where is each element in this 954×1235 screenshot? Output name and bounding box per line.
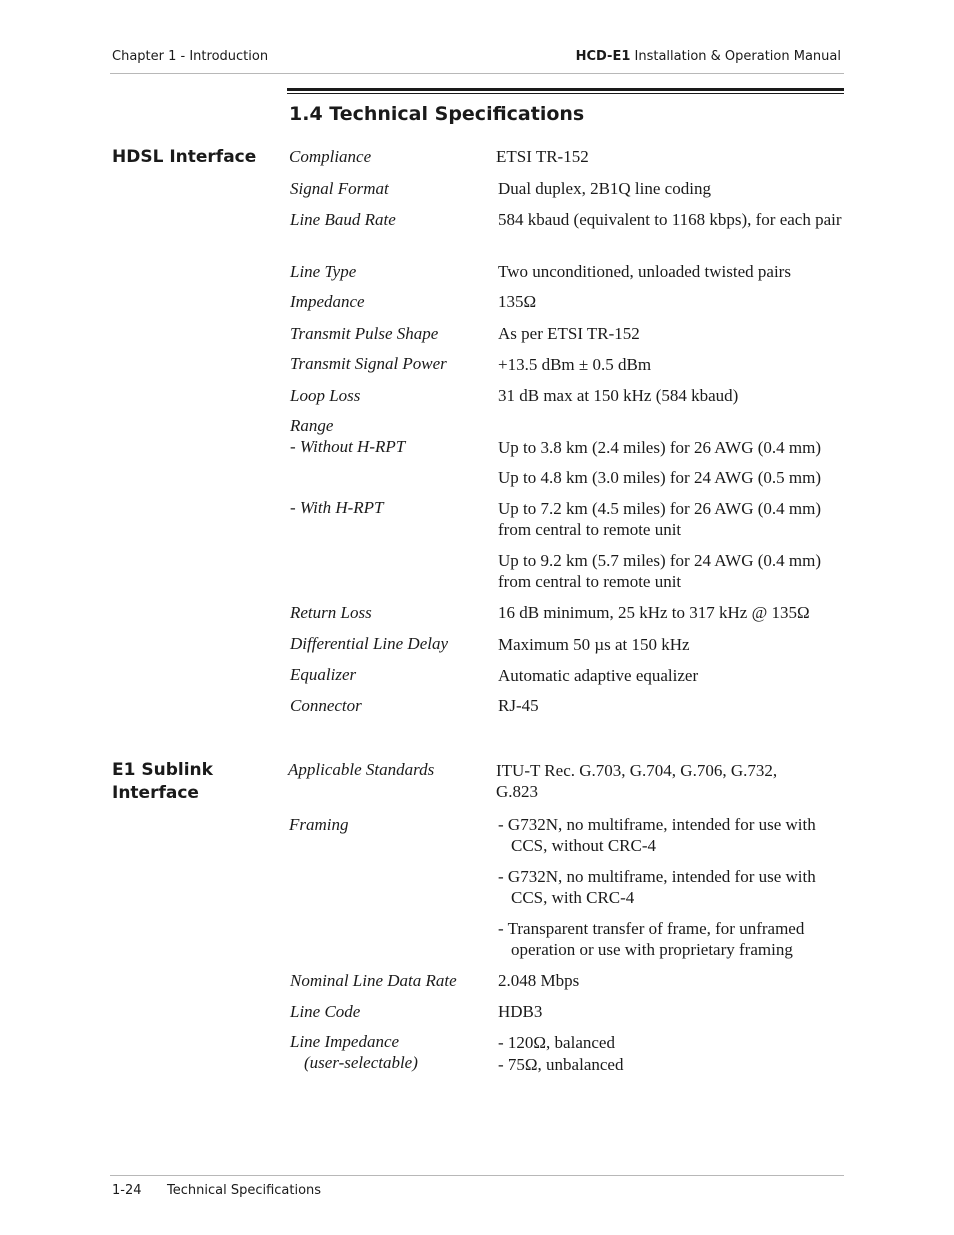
header-manual-title (576, 49, 841, 64)
line-delay-label: Differential Line Delay (290, 634, 449, 653)
loop-loss-value: 31 dB max at 150 kHz (584 kbaud) (498, 386, 739, 405)
standards-label: Applicable Standards (288, 760, 435, 779)
signal-format-value: Dual duplex, 2B1Q line coding (498, 179, 711, 198)
framing-option-3: - Transparent transfer of frame, for unframed operation or use with proprietary framing (498, 919, 805, 959)
range-without-24awg: Up to 4.8 km (3.0 miles) for 24 AWG (0.5 mm) (498, 468, 822, 487)
data-rate-label: Nominal Line Data Rate (290, 971, 457, 990)
signal-power-value: +13.5 dBm ± 0.5 dBm (498, 355, 652, 374)
range-without-label: - Without H-RPT (290, 437, 406, 456)
pulse-shape-value: As per ETSI TR-152 (498, 324, 640, 343)
return-loss-label: Return Loss (290, 603, 372, 622)
footer-page-number: 1-24 (112, 1183, 142, 1198)
equalizer-label: Equalizer (290, 665, 357, 684)
connector-value: RJ-45 (498, 696, 539, 715)
title-rule-thick (287, 88, 844, 91)
line-baud-rate-value: 584 kbaud (equivalent to 1168 kbps), for each pair (498, 210, 842, 229)
e1-heading-line2: Interface (112, 783, 199, 803)
line-delay-value: Maximum 50 µs at 150 kHz (498, 635, 690, 654)
range-label: Range (290, 416, 334, 435)
header-manual: Installation & Operation Manual (634, 49, 841, 64)
hdsl-heading: HDSL Interface (112, 147, 257, 167)
header-rule (110, 73, 844, 74)
header-chapter: Chapter 1 - Introduction (112, 49, 269, 64)
standards-value: ITU-T Rec. G.703, G.704, G.706, G.732, G.823 (496, 761, 778, 801)
e1-heading-line1: E1 Sublink (112, 760, 213, 780)
header-product: HCD-E1 (575, 49, 631, 64)
framing-label: Framing (289, 815, 349, 834)
line-impedance-unbalanced: - 75Ω, unbalanced (498, 1055, 624, 1074)
range-with-26awg: Up to 7.2 km (4.5 miles) for 26 AWG (0.4 mm) from central to remote unit (498, 499, 822, 539)
signal-format-label: Signal Format (290, 179, 389, 198)
line-impedance-balanced: - 120Ω, balanced (498, 1033, 615, 1052)
title-rule-thin (287, 93, 844, 94)
compliance-value: ETSI TR-152 (496, 147, 589, 166)
signal-power-label: Transmit Signal Power (290, 354, 447, 373)
line-code-value: HDB3 (498, 1002, 543, 1021)
footer-title: Technical Specifications (167, 1183, 322, 1198)
range-without-26awg: Up to 3.8 km (2.4 miles) for 26 AWG (0.4 mm) (498, 438, 822, 457)
data-rate-value: 2.048 Mbps (498, 971, 580, 990)
impedance-label: Impedance (290, 292, 365, 311)
loop-loss-label: Loop Loss (290, 386, 361, 405)
framing-option-1: - G732N, no multiframe, intended for use with CCS, without CRC-4 (498, 815, 816, 855)
impedance-value: 135Ω (498, 292, 537, 311)
equalizer-value: Automatic adaptive equalizer (498, 666, 699, 685)
connector-label: Connector (290, 696, 362, 715)
pulse-shape-label: Transmit Pulse Shape (290, 324, 439, 343)
line-type-label: Line Type (290, 262, 357, 281)
line-type-value: Two unconditioned, unloaded twisted pairs (498, 262, 791, 281)
line-code-label: Line Code (290, 1002, 361, 1021)
framing-option-2: - G732N, no multiframe, intended for use with CCS, with CRC-4 (498, 867, 816, 907)
e1-heading (112, 759, 213, 805)
range-with-24awg: Up to 9.2 km (5.7 miles) for 24 AWG (0.4 mm) from central to remote unit (498, 551, 822, 591)
section-title: 1.4 Technical Specifications (289, 103, 585, 125)
range-with-label: - With H-RPT (290, 498, 384, 517)
compliance-label: Compliance (289, 147, 372, 166)
line-baud-rate-label: Line Baud Rate (290, 210, 396, 229)
line-impedance-sublabel: (user-selectable) (304, 1053, 418, 1072)
footer-rule (110, 1175, 844, 1176)
return-loss-value: 16 dB minimum, 25 kHz to 317 kHz @ 135Ω (498, 603, 810, 622)
line-impedance-label: Line Impedance (290, 1032, 400, 1051)
